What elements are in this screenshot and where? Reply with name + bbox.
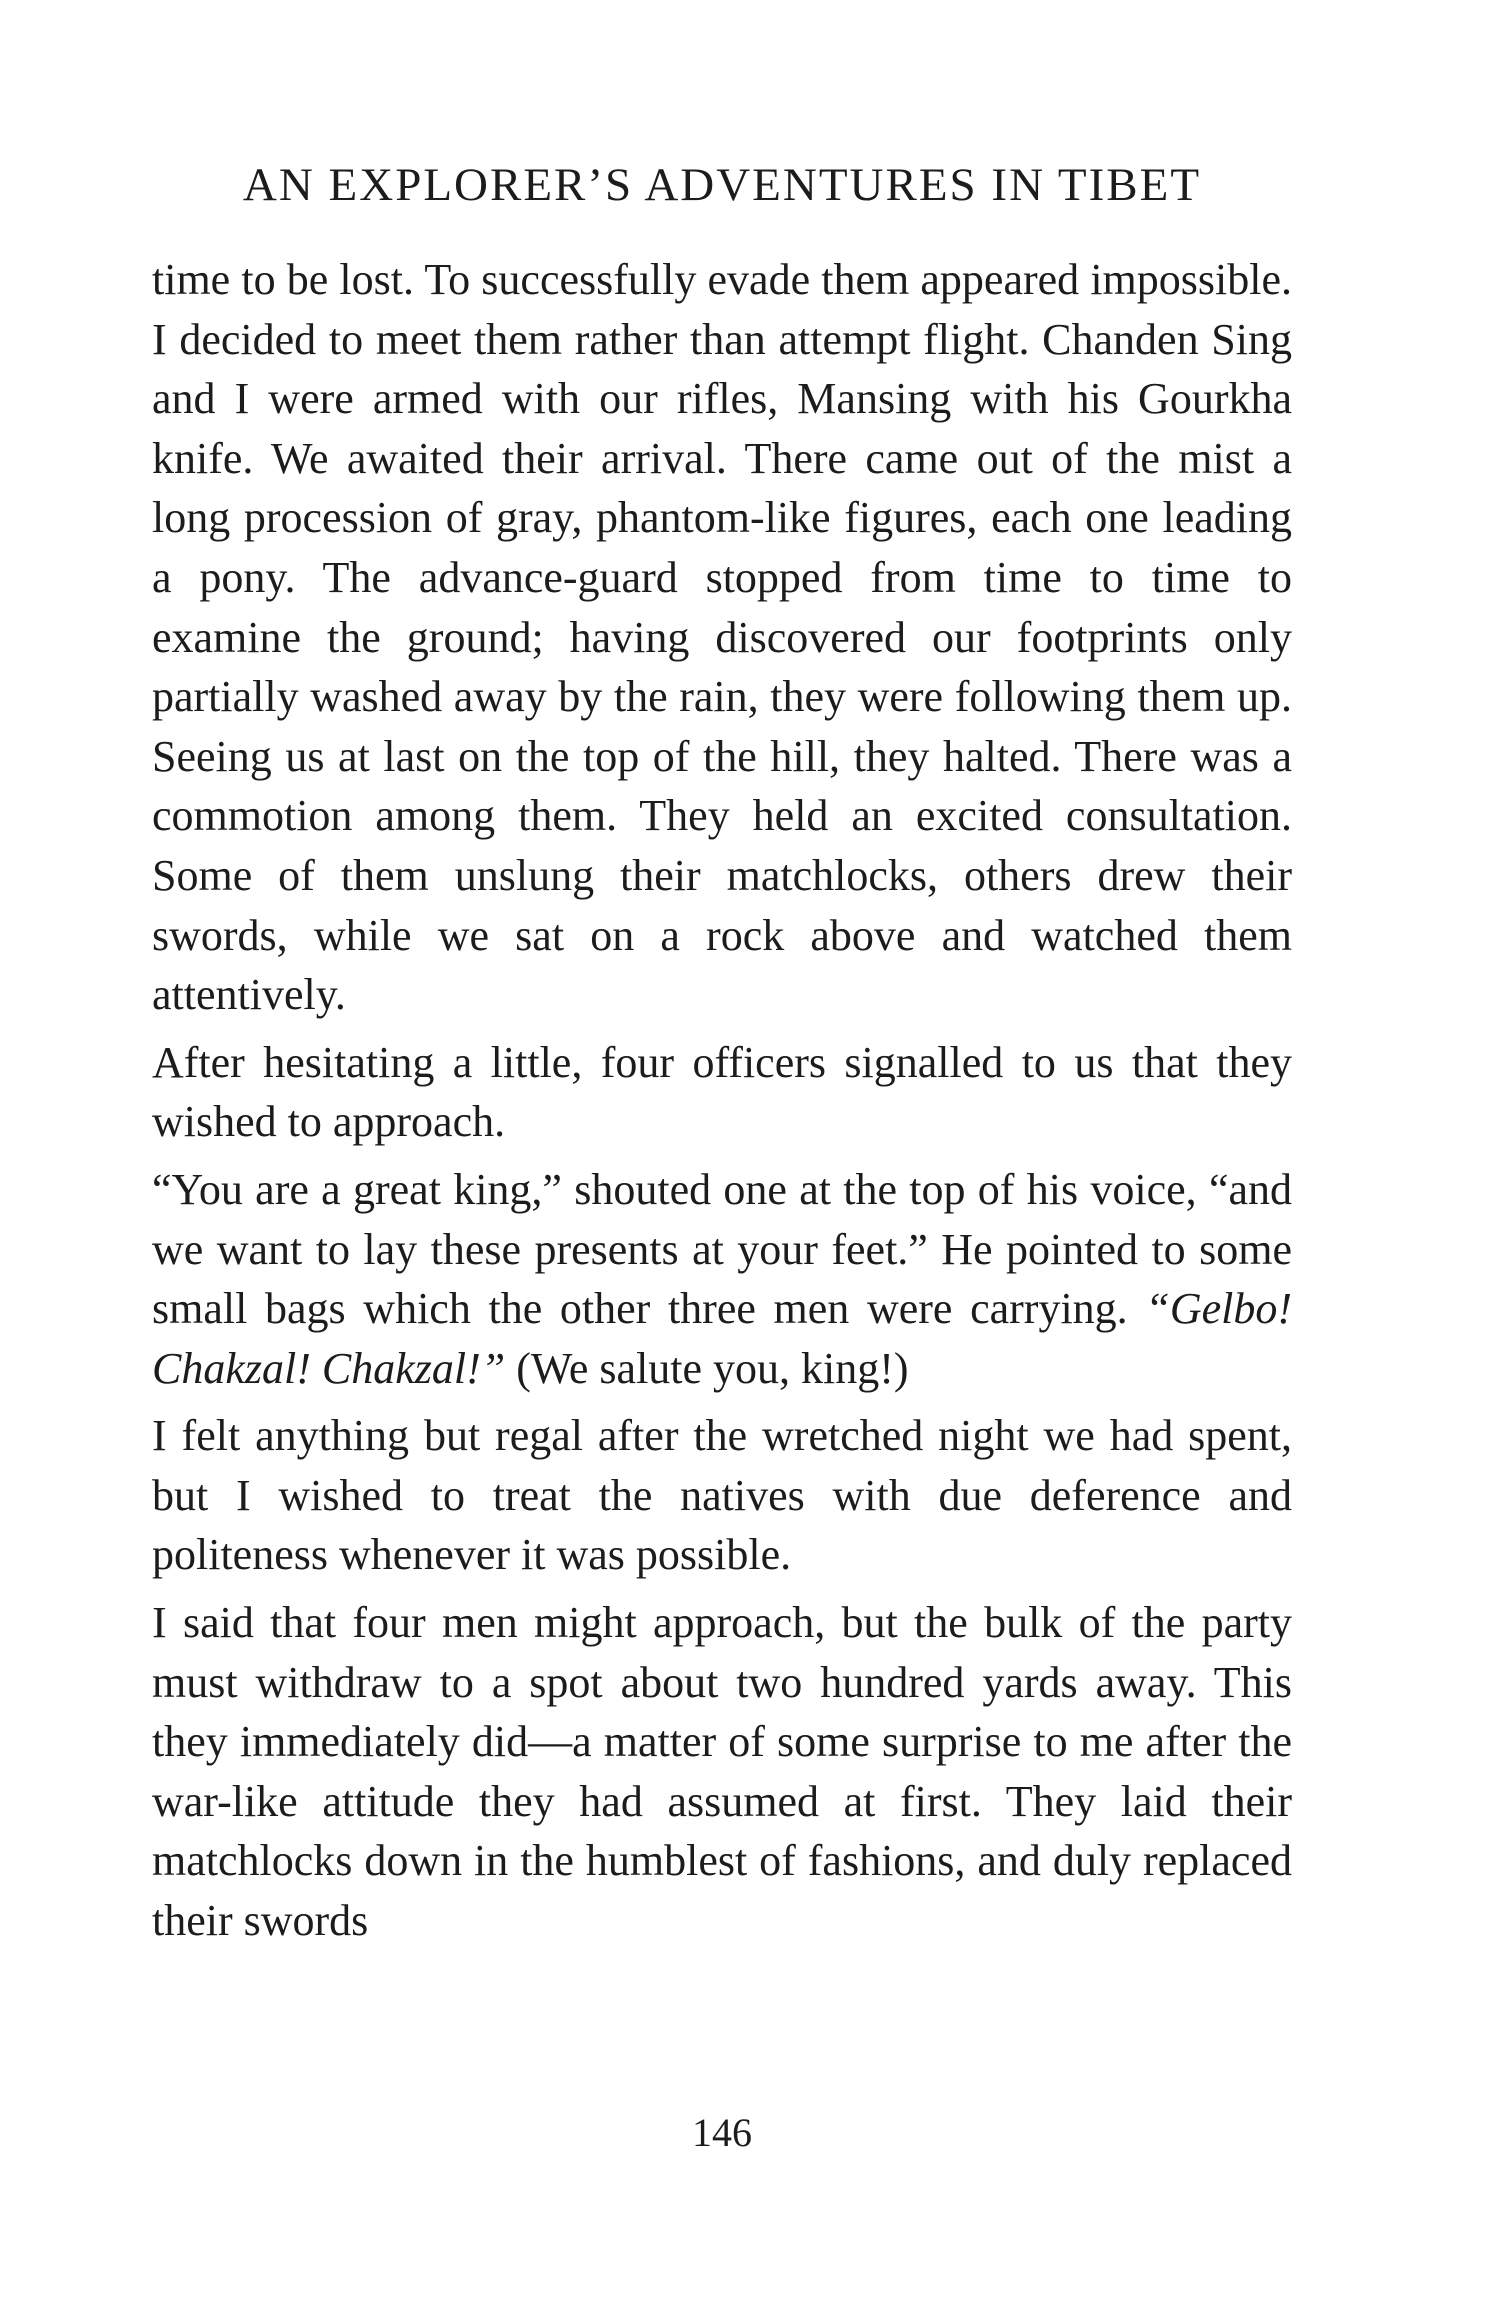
paragraph-2: After hesitating a little, four officers signalled to us that they wished to approach. bbox=[152, 1037, 1292, 1147]
paragraph-3 bbox=[152, 1160, 1292, 1398]
body-text bbox=[152, 250, 1292, 1959]
page-number: 146 bbox=[692, 2110, 752, 2155]
paragraph-4: I felt anything but regal after the wretched night we had spent, but I wished to treat the natives with due deference and politeness whenever it was possible. bbox=[152, 1411, 1292, 1580]
paragraph-3-italic-salute: “Gelbo! Chakzal! Chakzal!” bbox=[152, 1284, 1292, 1393]
running-head: AN EXPLORER’S ADVENTURES IN TIBET bbox=[242, 159, 1202, 211]
paragraph-1: time to be lost. To successfully evade them appeared impossible. I decided to meet them rather than attempt flight. Chanden Sing and I were armed with our rifles, Mansing with his Gourkha knife. We awaited their arrival. There came out of the mist a long procession of gray, phantom-like figures, each one leading a pony. The advance-guard stopped from time to time to examine the ground; having discovered our footprints only partially washed away by the rain, they were following them up. Seeing us at last on the top of the hill, they halted. There was a commotion among them. They held an excited consultation. Some of them unslung their matchlocks, others drew their swords, while we sat on a rock above and watched them attentively. bbox=[152, 255, 1292, 1020]
paragraph-3-text-a: “You are a great king,” shouted one at the top of his voice, “and we want to lay these presents at your feet.” He pointed to some small bags which the other three men were carrying. bbox=[152, 1164, 1292, 1334]
paragraph-3-text-b: (We salute you, king!) bbox=[505, 1343, 909, 1393]
paragraph-5: I said that four men might approach, but the bulk of the party must withdraw to a spot about two hundred yards away. This they immediately did—a matter of some surprise to me after the war-like attitude they had assumed at first. They laid their matchlocks down in the humblest of fashions, and duly replaced their swords bbox=[152, 1598, 1292, 1946]
